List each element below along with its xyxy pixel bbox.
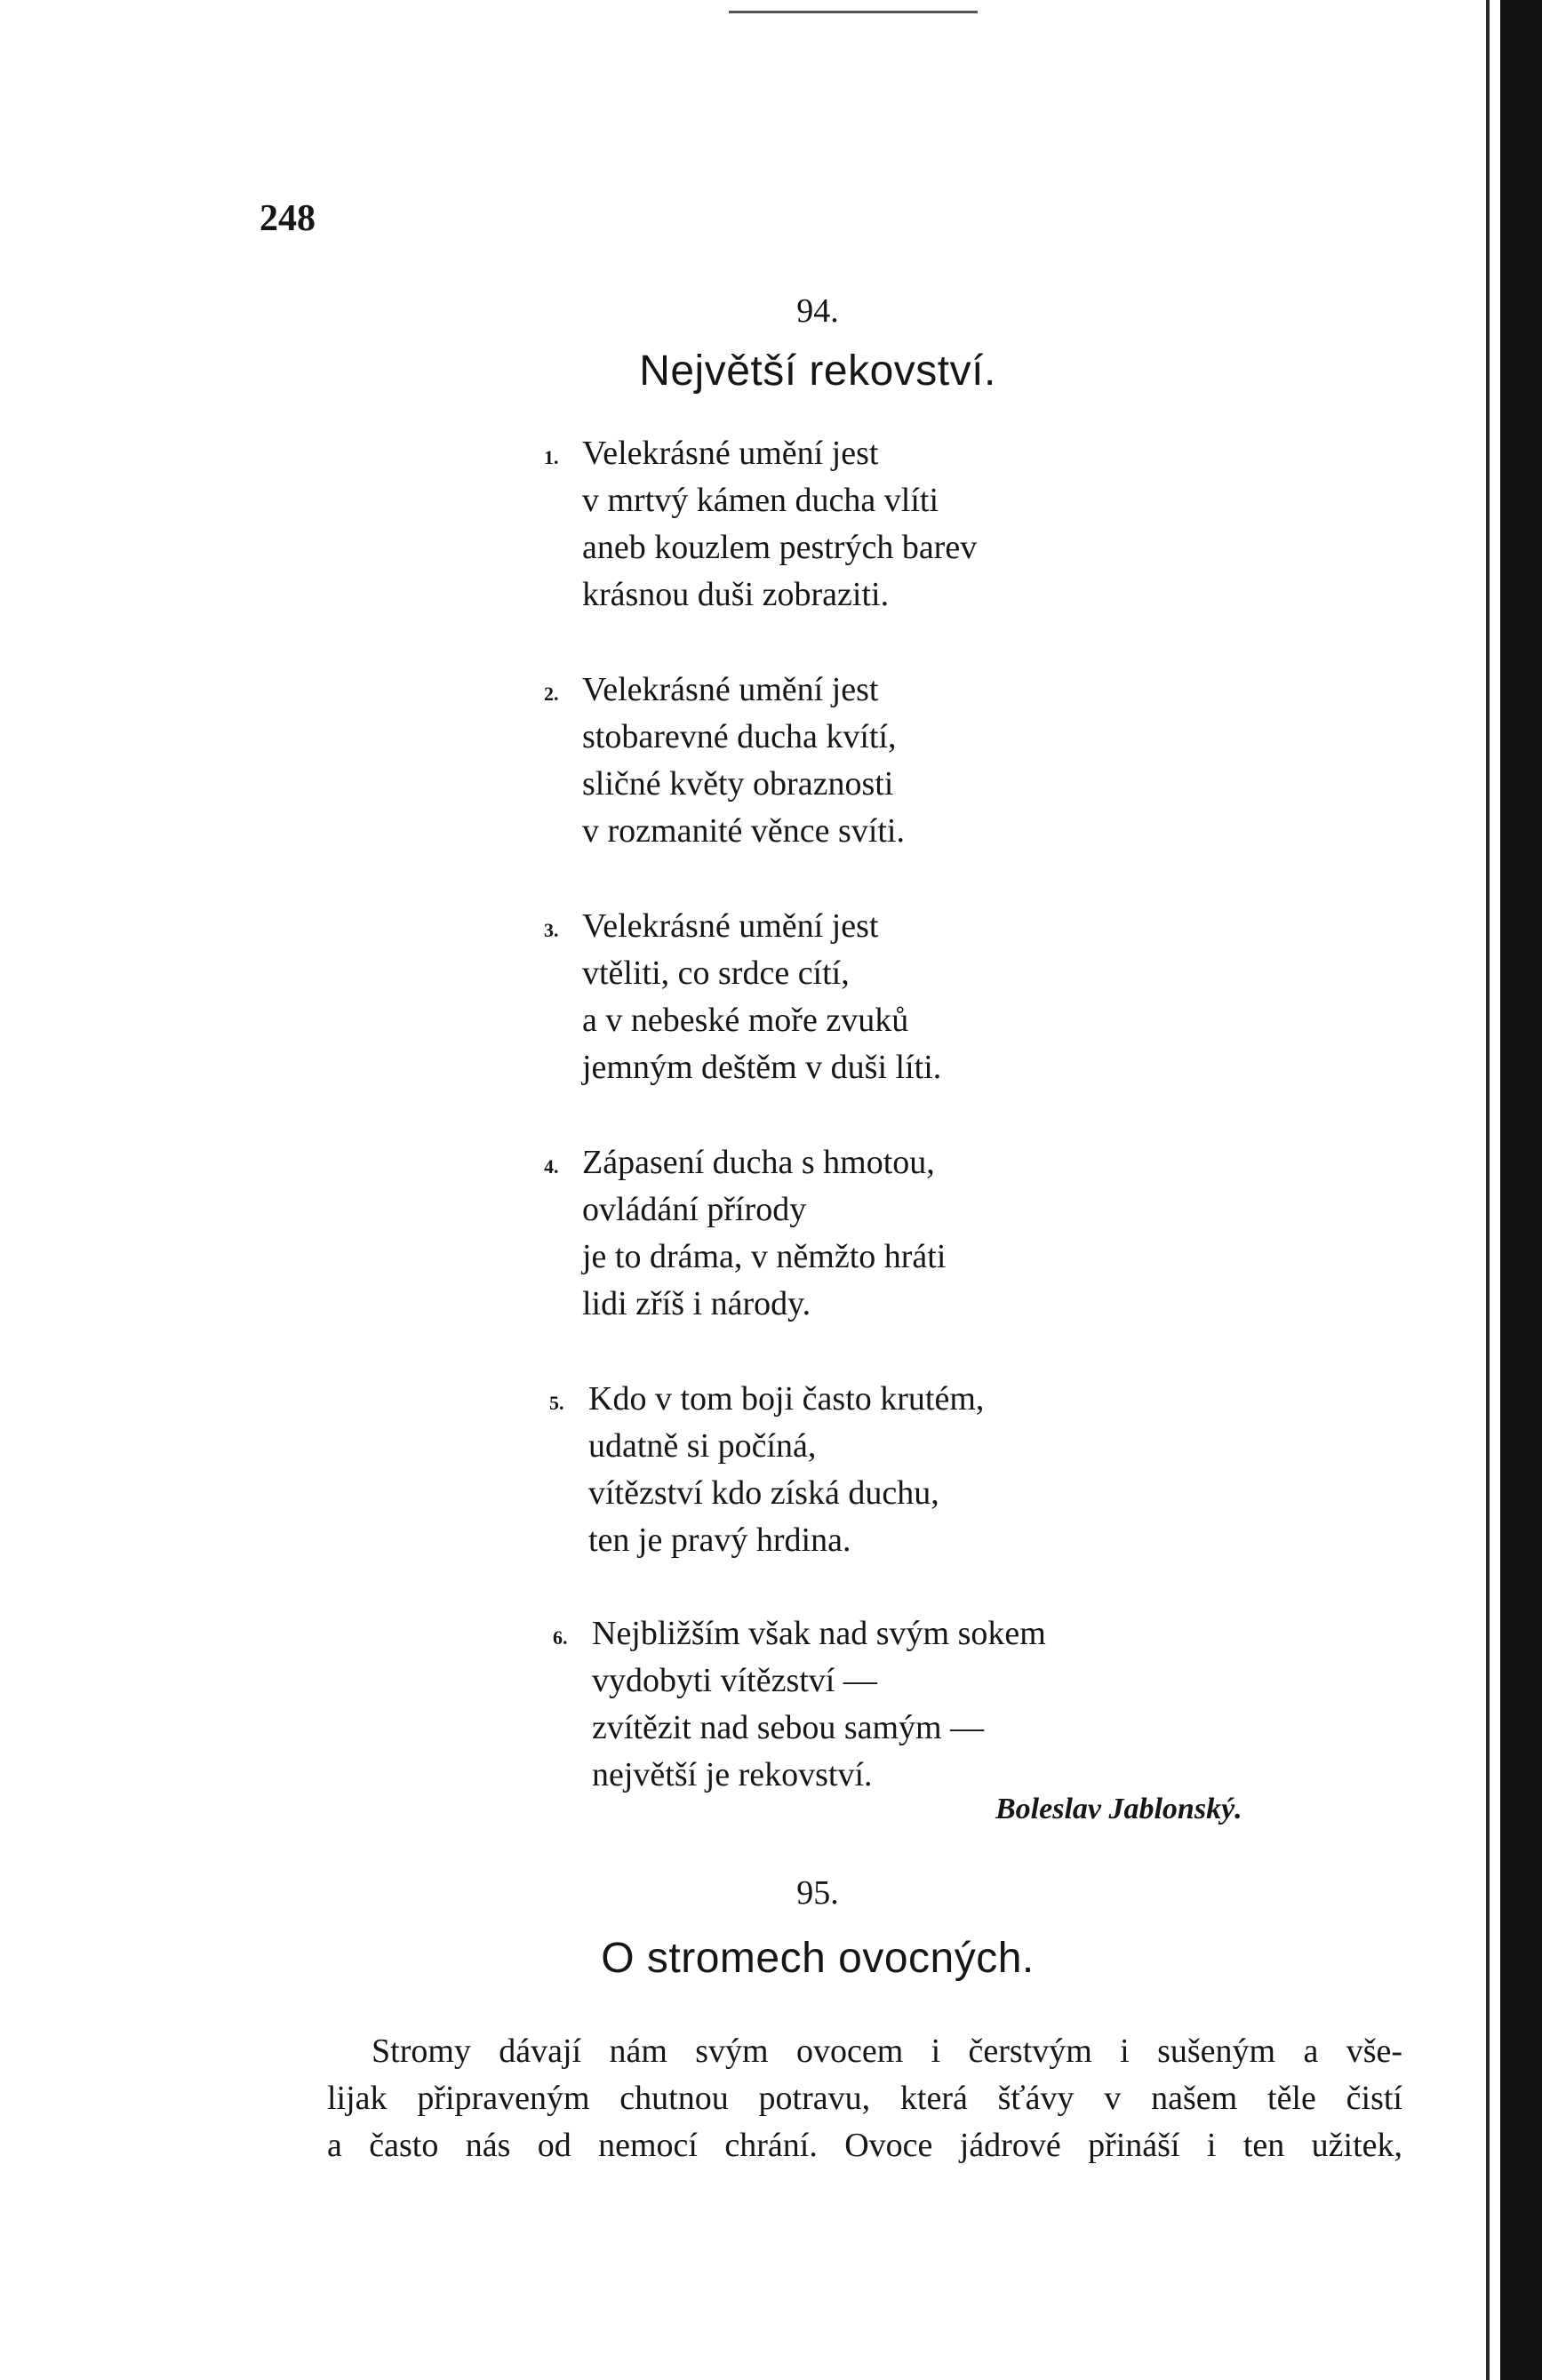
poem-number: 94. <box>796 292 839 330</box>
poem-title: Největší rekovství. <box>639 347 996 395</box>
verse-line: ovládání přírody <box>582 1191 807 1228</box>
verse-line: aneb kouzlem pestrých barev <box>582 529 978 566</box>
top-edge-mark <box>729 11 978 13</box>
verse-line: Nejbližším však nad svým sokem <box>592 1615 1046 1652</box>
stanza-number: 1. <box>544 446 559 468</box>
prose-line: Stromy dávají nám svým ovocem i čerstvým i sušeným a vše- <box>372 2033 1402 2070</box>
verse-line: vtěliti, co srdce cítí, <box>582 954 850 992</box>
verse-line: největší je rekovství. <box>592 1756 873 1793</box>
verse-line: lidi zříš i národy. <box>582 1285 811 1322</box>
verse-line: stobarevné ducha kvítí, <box>582 718 897 755</box>
stanza-number: 5. <box>549 1392 564 1414</box>
verse-line: v mrtvý kámen ducha vlíti <box>582 482 939 519</box>
prose-line: lijak připraveným chutnou potravu, která šťávy v našem těle čistí <box>327 2080 1402 2117</box>
verse-line: Kdo v tom boji často krutém, <box>588 1380 985 1418</box>
verse-line: vydobyti vítězství — <box>592 1662 877 1699</box>
verse-line: zvítězit nad sebou samým — <box>592 1709 985 1746</box>
section-title: O stromech ovocných. <box>601 1935 1035 1982</box>
prose-paragraph <box>327 2028 1402 2169</box>
verse-line: ten je pravý hrdina. <box>588 1521 851 1559</box>
section-number: 95. <box>796 1874 839 1912</box>
verse-line: Velekrásné umění jest <box>582 907 879 945</box>
verse-line: jemným deštěm v duši líti. <box>582 1049 942 1086</box>
stanza-number: 2. <box>544 683 559 705</box>
verse-line: v rozmanité věnce svíti. <box>582 812 905 850</box>
poem-author: Boleslav Jablonský. <box>995 1793 1242 1825</box>
verse-line: Velekrásné umění jest <box>582 671 879 708</box>
verse-line: sličné květy obraznosti <box>582 765 894 803</box>
prose-line: a často nás od nemocí chrání. Ovoce jádrové přináší i ten užitek, <box>327 2127 1402 2164</box>
verse-line: krásnou duši zobraziti. <box>582 576 890 613</box>
page-number: 248 <box>260 198 316 239</box>
verse-line: Velekrásné umění jest <box>582 435 879 472</box>
verse-line: a v nebeské moře zvuků <box>582 1002 909 1039</box>
verse-line: udatně si počíná, <box>588 1427 817 1465</box>
stanza-number: 3. <box>544 919 559 941</box>
stanza-number: 6. <box>553 1626 568 1649</box>
verse-line: Zápasení ducha s hmotou, <box>582 1144 935 1181</box>
verse-line: vítězství kdo získá duchu, <box>588 1474 939 1512</box>
stanza-number: 4. <box>544 1155 559 1178</box>
verse-line: je to dráma, v němžto hráti <box>582 1238 947 1275</box>
